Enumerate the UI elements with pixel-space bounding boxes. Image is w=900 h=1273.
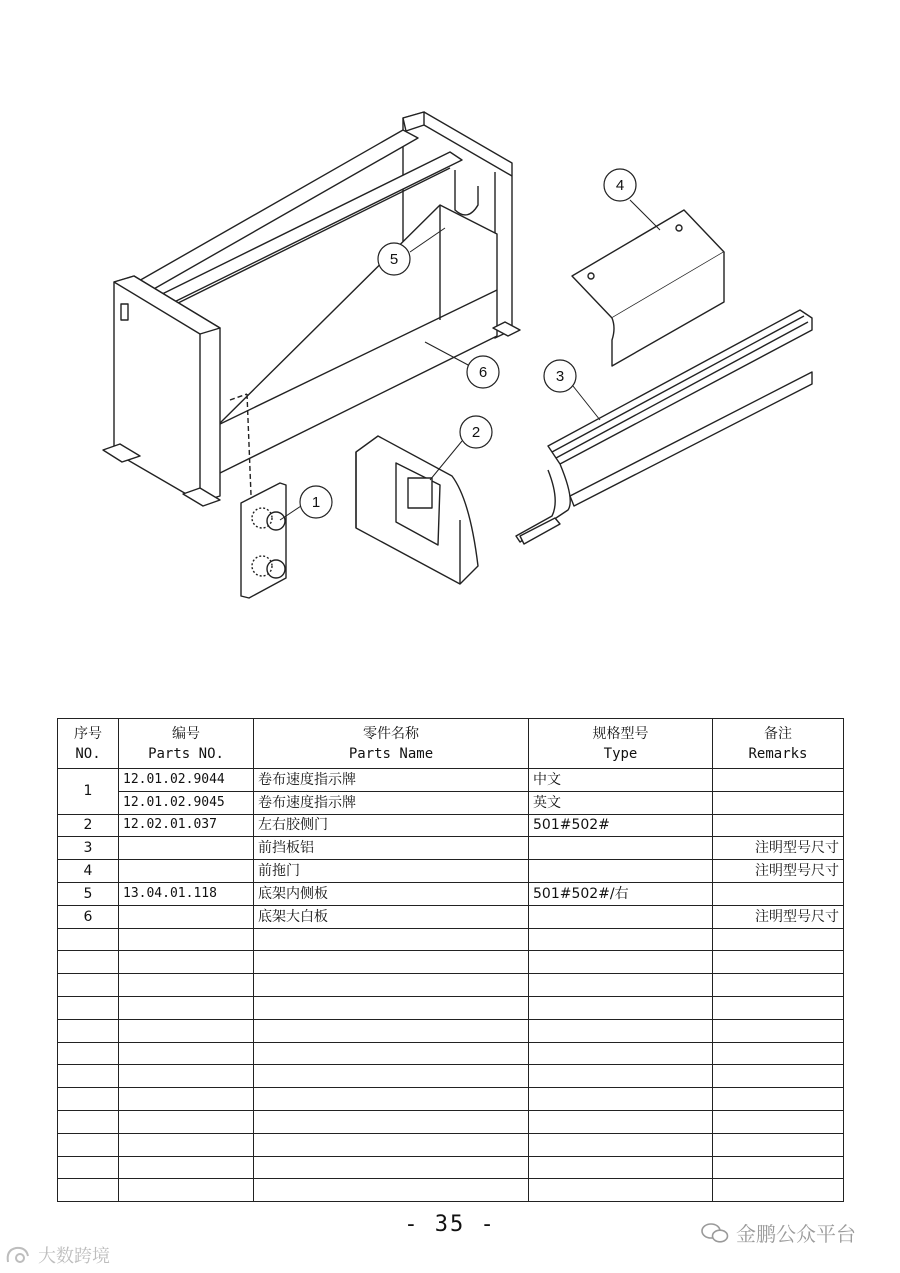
cell-name: 卷布速度指示牌 <box>254 791 529 814</box>
table-row-empty <box>58 1019 844 1042</box>
cell-empty <box>58 951 119 974</box>
cell-empty <box>713 928 844 951</box>
table-row-empty <box>58 1110 844 1133</box>
cell-empty <box>713 1019 844 1042</box>
cell-empty <box>713 1156 844 1179</box>
cell-empty <box>119 1133 254 1156</box>
cell-empty <box>58 996 119 1019</box>
table-row-empty <box>58 928 844 951</box>
table-row <box>58 791 844 814</box>
cell-name: 前挡板铝 <box>254 837 529 860</box>
cell-empty <box>254 1133 529 1156</box>
base-frame <box>103 112 520 520</box>
cell-remarks: 注明型号尺寸 <box>713 860 844 883</box>
header-part-name: 零件名称 Parts Name <box>254 719 529 769</box>
cell-empty <box>254 996 529 1019</box>
part-3-front-baffle <box>516 310 812 544</box>
table-row <box>58 882 844 905</box>
cell-no: 5 <box>58 882 119 905</box>
cell-empty <box>58 1042 119 1065</box>
header-part-no: 编号 Parts NO. <box>119 719 254 769</box>
cell-remarks <box>713 814 844 837</box>
cell-remarks <box>713 769 844 792</box>
cell-remarks <box>713 882 844 905</box>
table-row <box>58 769 844 792</box>
cell-empty <box>713 1110 844 1133</box>
table-header-row <box>58 719 844 769</box>
cell-empty <box>119 928 254 951</box>
cell-name: 前拖门 <box>254 860 529 883</box>
cell-part-no <box>119 837 254 860</box>
cell-empty <box>529 1019 713 1042</box>
cell-type <box>529 905 713 928</box>
cell-empty <box>254 1179 529 1202</box>
cell-part-no <box>119 860 254 883</box>
cell-part-no: 12.01.02.9045 <box>119 791 254 814</box>
cell-empty <box>529 1156 713 1179</box>
table-row-empty <box>58 1065 844 1088</box>
table-row <box>58 837 844 860</box>
cell-empty <box>529 1065 713 1088</box>
brand-logo-icon <box>4 1244 34 1266</box>
watermark-right <box>700 1218 856 1247</box>
page-number: - 35 - <box>404 1212 496 1237</box>
cell-empty <box>119 1110 254 1133</box>
cell-empty <box>119 1065 254 1088</box>
cell-empty <box>254 974 529 997</box>
cell-part-no: 13.04.01.118 <box>119 882 254 905</box>
parts-table <box>57 718 844 1202</box>
cell-empty <box>58 974 119 997</box>
callout-6: 6 <box>478 364 488 381</box>
table-row-empty <box>58 1133 844 1156</box>
cell-type <box>529 860 713 883</box>
cell-name: 左右胶侧门 <box>254 814 529 837</box>
cell-empty <box>58 1179 119 1202</box>
cell-empty <box>58 928 119 951</box>
cell-empty <box>119 1019 254 1042</box>
cell-empty <box>254 1088 529 1111</box>
callout-4: 4 <box>615 177 625 194</box>
cell-empty <box>713 1179 844 1202</box>
table-row-empty <box>58 1088 844 1111</box>
cell-empty <box>119 1088 254 1111</box>
part-1-indicator-plate <box>241 483 286 598</box>
cell-empty <box>58 1133 119 1156</box>
empty-rows <box>58 928 844 1202</box>
cell-type: 英文 <box>529 791 713 814</box>
cell-empty <box>529 996 713 1019</box>
cell-empty <box>254 1156 529 1179</box>
cell-empty <box>254 1019 529 1042</box>
table-row-empty <box>58 1156 844 1179</box>
part-2-side-door <box>356 436 478 584</box>
cell-empty <box>254 1110 529 1133</box>
header-remarks: 备注 Remarks <box>713 719 844 769</box>
callout-5: 5 <box>389 251 399 268</box>
watermark-left-text: 大数跨境 <box>38 1246 110 1267</box>
cell-empty <box>713 996 844 1019</box>
watermark-left <box>4 1242 110 1268</box>
part-4-drag-door <box>572 210 724 366</box>
cell-empty <box>119 974 254 997</box>
callout-3: 3 <box>555 368 565 385</box>
table-row-empty <box>58 1179 844 1202</box>
callout-2: 2 <box>471 424 481 441</box>
cell-no: 4 <box>58 860 119 883</box>
cell-empty <box>529 1110 713 1133</box>
cell-empty <box>713 1088 844 1111</box>
cell-empty <box>119 951 254 974</box>
cell-type <box>529 837 713 860</box>
header-no: 序号 NO. <box>58 719 119 769</box>
cell-empty <box>529 928 713 951</box>
cell-empty <box>119 1179 254 1202</box>
cell-empty <box>254 951 529 974</box>
cell-part-no: 12.01.02.9044 <box>119 769 254 792</box>
cell-empty <box>58 1065 119 1088</box>
cell-empty <box>119 996 254 1019</box>
cell-no: 3 <box>58 837 119 860</box>
header-type: 规格型号 Type <box>529 719 713 769</box>
cell-empty <box>58 1019 119 1042</box>
cell-empty <box>58 1110 119 1133</box>
cell-empty <box>529 1088 713 1111</box>
cell-empty <box>713 1133 844 1156</box>
cell-empty <box>529 951 713 974</box>
cell-empty <box>254 1065 529 1088</box>
wechat-icon <box>700 1222 730 1244</box>
cell-remarks: 注明型号尺寸 <box>713 905 844 928</box>
cell-no: 1 <box>58 769 119 815</box>
cell-empty <box>119 1042 254 1065</box>
table-row-empty <box>58 996 844 1019</box>
cell-empty <box>529 974 713 997</box>
cell-remarks <box>713 791 844 814</box>
cell-empty <box>713 951 844 974</box>
cell-empty <box>713 1042 844 1065</box>
cell-type: 501#502# <box>529 814 713 837</box>
cell-no: 2 <box>58 814 119 837</box>
cell-name: 卷布速度指示牌 <box>254 769 529 792</box>
cell-name: 底架大白板 <box>254 905 529 928</box>
cell-empty <box>713 974 844 997</box>
cell-name: 底架内侧板 <box>254 882 529 905</box>
table-row <box>58 905 844 928</box>
watermark-right-text: 金鹏公众平台 <box>736 1222 856 1246</box>
cell-part-no: 12.02.01.037 <box>119 814 254 837</box>
cell-empty <box>58 1088 119 1111</box>
cell-part-no <box>119 905 254 928</box>
cell-empty <box>529 1133 713 1156</box>
table-row-empty <box>58 951 844 974</box>
cell-empty <box>713 1065 844 1088</box>
cell-type: 中文 <box>529 769 713 792</box>
cell-type: 501#502#/右 <box>529 882 713 905</box>
table-row <box>58 814 844 837</box>
cell-empty <box>254 1042 529 1065</box>
cell-empty <box>119 1156 254 1179</box>
cell-remarks: 注明型号尺寸 <box>713 837 844 860</box>
callout-1: 1 <box>311 494 321 511</box>
cell-no: 6 <box>58 905 119 928</box>
cell-empty <box>529 1042 713 1065</box>
table-row <box>58 860 844 883</box>
table-row-empty <box>58 974 844 997</box>
cell-empty <box>529 1179 713 1202</box>
cell-empty <box>254 928 529 951</box>
table-row-empty <box>58 1042 844 1065</box>
cell-empty <box>58 1156 119 1179</box>
